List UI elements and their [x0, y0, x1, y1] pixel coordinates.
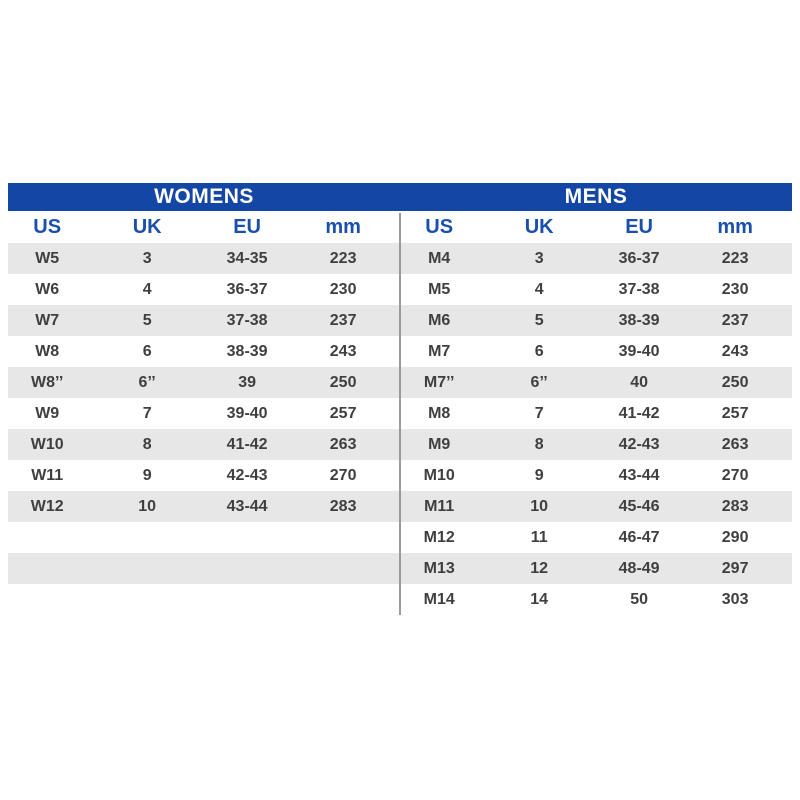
size-cell: 243 — [721, 342, 749, 360]
table-row — [400, 367, 792, 398]
size-cell: 50 — [630, 590, 648, 608]
size-cell: 8 — [142, 435, 152, 453]
section-divider-line — [399, 213, 401, 615]
size-cell: 7 — [142, 404, 152, 422]
size-cell: 237 — [329, 311, 357, 329]
table-row — [400, 398, 792, 429]
size-cell: 223 — [721, 249, 749, 267]
size-cell: 10 — [138, 497, 157, 515]
size-cell: 3 — [142, 249, 152, 267]
table-row — [400, 429, 792, 460]
table-row — [8, 429, 400, 460]
size-cell: M7’’ — [423, 373, 455, 391]
size-cell: 10 — [530, 497, 549, 515]
size-cell: 9 — [142, 466, 152, 484]
size-cell: M8 — [428, 404, 451, 422]
size-cell: M12 — [423, 528, 455, 546]
size-cell: 39 — [238, 373, 256, 391]
size-cell: 283 — [329, 497, 357, 515]
table-row — [8, 522, 400, 553]
size-cell: 46-47 — [618, 528, 660, 546]
table-row — [400, 243, 792, 274]
womens-column-headers — [8, 211, 400, 243]
table-row — [400, 336, 792, 367]
table-row — [400, 584, 792, 615]
table-row — [8, 460, 400, 491]
size-cell: M10 — [423, 466, 455, 484]
mens-column-headers — [400, 211, 792, 243]
size-cell: 8 — [534, 435, 544, 453]
size-cell: 45-46 — [618, 497, 660, 515]
size-cell: W8’’ — [31, 373, 64, 391]
column-header-uk: UK — [132, 215, 162, 238]
size-cell: M9 — [428, 435, 451, 453]
column-header-us: US — [33, 215, 62, 238]
size-cell: 5 — [534, 311, 544, 329]
size-cell: 38-39 — [226, 342, 268, 360]
column-header-eu: EU — [625, 215, 653, 238]
size-cell: 290 — [721, 528, 749, 546]
size-cell: 41-42 — [618, 404, 660, 422]
size-cell: M7 — [428, 342, 451, 360]
size-cell: 257 — [329, 404, 357, 422]
size-cell: W9 — [35, 404, 60, 422]
size-cell: 14 — [530, 590, 549, 608]
size-cell: 250 — [721, 373, 749, 391]
size-cell: 4 — [142, 280, 152, 298]
size-cell: 283 — [721, 497, 749, 515]
size-cell: 41-42 — [226, 435, 268, 453]
size-cell: 42-43 — [618, 435, 660, 453]
size-cell: 7 — [534, 404, 544, 422]
size-cell: 12 — [530, 559, 549, 577]
size-cell: M14 — [423, 590, 455, 608]
mens-section-header: MENS — [400, 183, 792, 211]
table-row — [8, 553, 400, 584]
table-row — [400, 522, 792, 553]
size-cell: 3 — [534, 249, 544, 267]
column-header-uk: UK — [524, 215, 554, 238]
womens-section — [8, 183, 400, 615]
size-cell: M6 — [428, 311, 451, 329]
size-chart-table — [8, 183, 792, 615]
size-cell: 243 — [329, 342, 357, 360]
table-row — [8, 398, 400, 429]
column-header-eu: EU — [233, 215, 261, 238]
size-cell: W8 — [35, 342, 60, 360]
table-row — [400, 305, 792, 336]
table-row — [8, 336, 400, 367]
size-cell: 39-40 — [618, 342, 660, 360]
table-row — [8, 491, 400, 522]
size-cell: 250 — [329, 373, 357, 391]
size-cell: 37-38 — [618, 280, 660, 298]
size-cell: 270 — [329, 466, 357, 484]
size-cell: 263 — [721, 435, 749, 453]
size-cell: W11 — [31, 466, 64, 484]
size-cell: 5 — [142, 311, 152, 329]
womens-section-header: WOMENS — [8, 183, 400, 211]
size-cell: 6’’ — [138, 373, 156, 391]
size-cell: 230 — [329, 280, 357, 298]
size-cell: 237 — [721, 311, 749, 329]
size-cell: 11 — [530, 528, 548, 546]
size-cell: W7 — [35, 311, 60, 329]
size-cell: 4 — [534, 280, 544, 298]
table-row — [8, 367, 400, 398]
size-cell: 36-37 — [618, 249, 660, 267]
size-cell: 6 — [142, 342, 152, 360]
size-cell: M5 — [428, 280, 451, 298]
table-row — [400, 491, 792, 522]
size-cell: 9 — [534, 466, 544, 484]
size-cell: 39-40 — [226, 404, 268, 422]
table-row — [8, 243, 400, 274]
table-row — [400, 274, 792, 305]
size-cell: 297 — [721, 559, 749, 577]
size-cell: 38-39 — [618, 311, 660, 329]
size-cell: 43-44 — [618, 466, 660, 484]
size-cell: W10 — [30, 435, 64, 453]
size-cell: M11 — [424, 497, 455, 515]
size-cell: 40 — [630, 373, 648, 391]
size-cell: 270 — [721, 466, 749, 484]
column-header-mm: mm — [717, 215, 753, 238]
column-header-us: US — [425, 215, 454, 238]
mens-section — [400, 183, 792, 615]
size-cell: W12 — [30, 497, 64, 515]
size-cell: 257 — [721, 404, 749, 422]
table-row — [8, 584, 400, 615]
table-row — [400, 460, 792, 491]
size-cell: 223 — [329, 249, 357, 267]
size-cell: W5 — [35, 249, 60, 267]
table-row — [8, 305, 400, 336]
size-cell: 6 — [534, 342, 544, 360]
size-cell: 48-49 — [618, 559, 660, 577]
size-cell: 43-44 — [226, 497, 268, 515]
table-row — [400, 553, 792, 584]
size-cell: 36-37 — [226, 280, 268, 298]
column-header-mm: mm — [325, 215, 361, 238]
size-cell: 263 — [329, 435, 357, 453]
size-cell: 6’’ — [530, 373, 548, 391]
size-cell: 34-35 — [226, 249, 268, 267]
table-row — [8, 274, 400, 305]
mens-rows — [400, 243, 792, 615]
size-cell: M4 — [428, 249, 451, 267]
size-cell: W6 — [35, 280, 60, 298]
size-cell: 230 — [721, 280, 749, 298]
size-cell: M13 — [423, 559, 455, 577]
womens-rows — [8, 243, 400, 615]
size-cell: 37-38 — [226, 311, 268, 329]
size-cell: 303 — [721, 590, 749, 608]
size-cell: 42-43 — [226, 466, 268, 484]
